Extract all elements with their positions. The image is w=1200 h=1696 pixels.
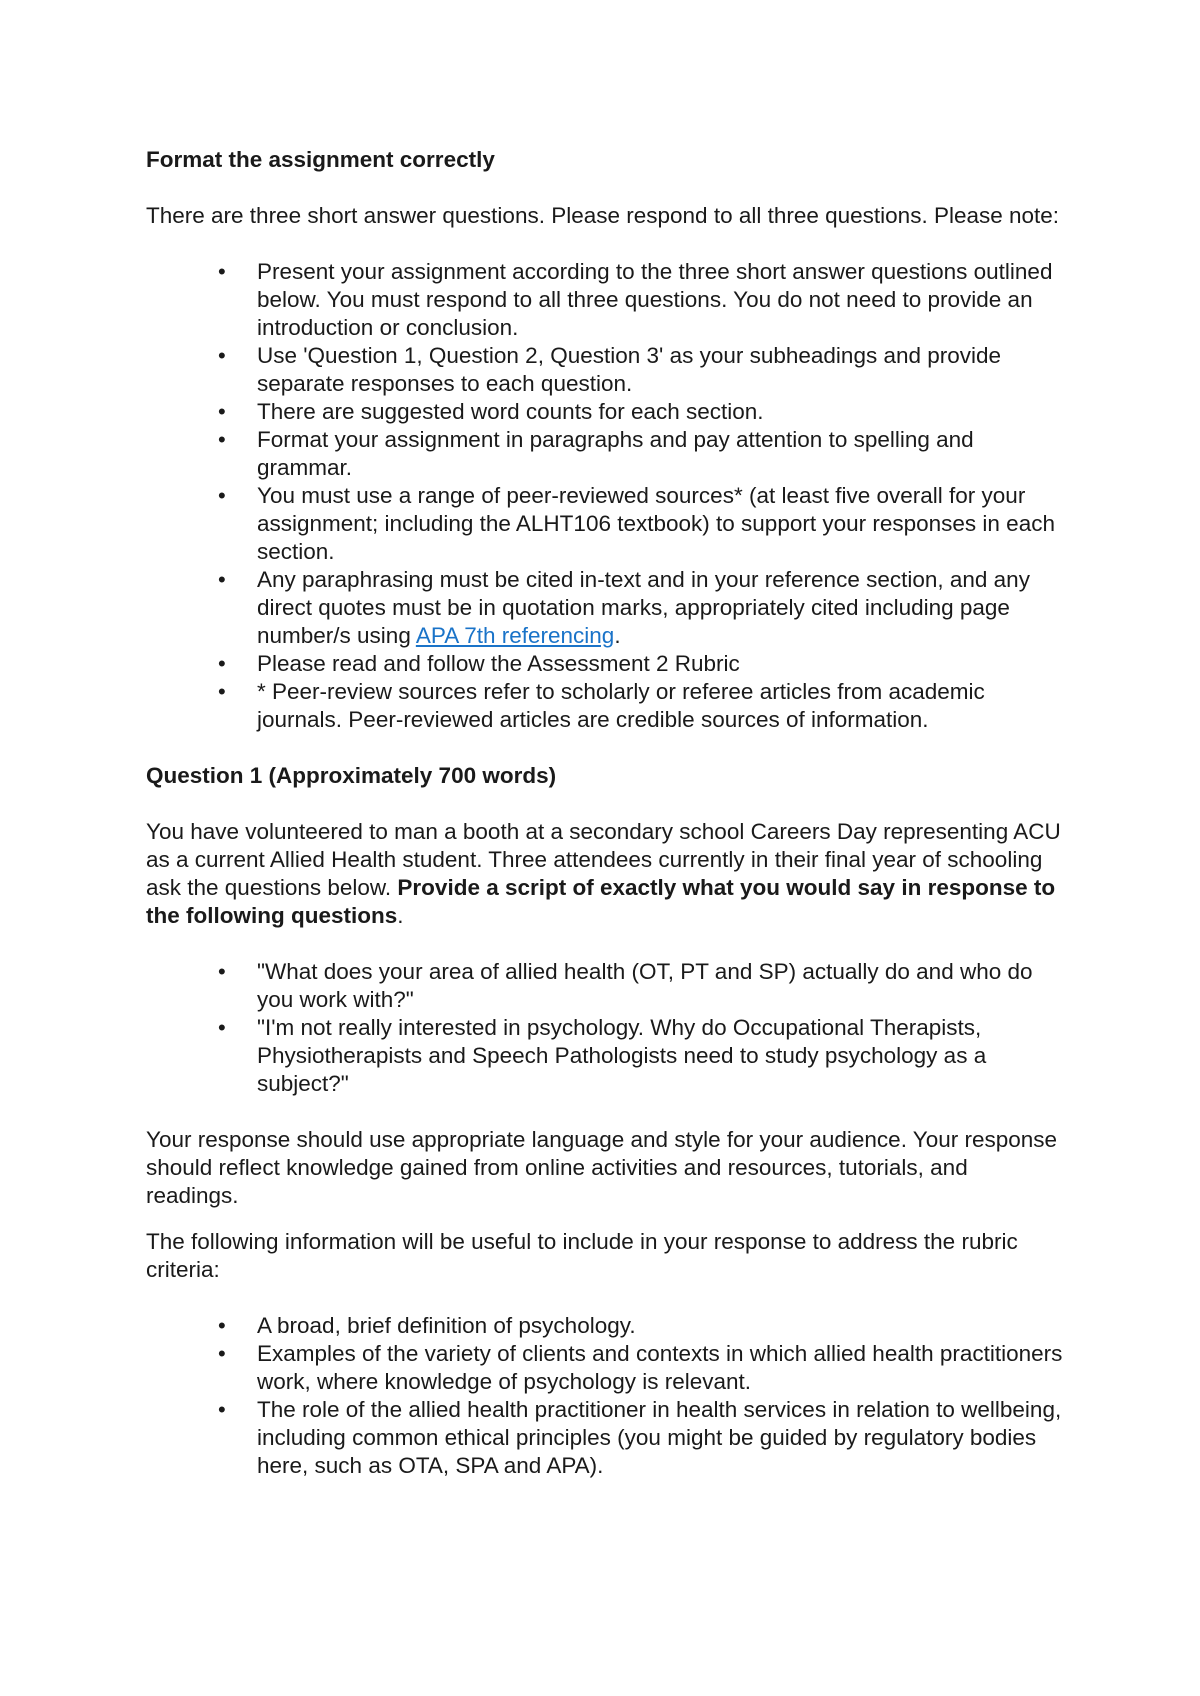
document-page bbox=[146, 146, 1066, 1508]
list-item: • Present your assignment according to the three short answer questions outlined below. You must respond to all three questions. You do not need to provide an introduction or conclusion. bbox=[146, 258, 1066, 342]
scenario-paragraph bbox=[146, 818, 1066, 930]
list-item: • Format your assignment in paragraphs and pay attention to spelling and grammar. bbox=[146, 426, 1066, 482]
list-item: • * Peer-review sources refer to scholarly or referee articles from academic journals. Peer-reviewed articles are credible sources of information. bbox=[146, 678, 1066, 734]
questions-list bbox=[146, 958, 1066, 1098]
scenario-text: You have volunteered to man a booth at a secondary school Careers Day representing ACU as a current Allied Health student. Three attendees currently in their final year of schooling ask the questions below. bbox=[146, 819, 1061, 900]
list-item: • The role of the allied health practitioner in health services in relation to wellbeing, including common ethical principles (you might be guided by regulatory bodies here, such as OTA, SPA and APA). bbox=[146, 1396, 1066, 1480]
instructions-list bbox=[146, 258, 1066, 734]
list-item bbox=[146, 566, 1066, 650]
list-item: • "I'm not really interested in psychology. Why do Occupational Therapists, Physiotherapists and Speech Pathologists need to study psychology as a subject?" bbox=[146, 1014, 1066, 1098]
scenario-end: . bbox=[397, 903, 404, 928]
list-item: • There are suggested word counts for each section. bbox=[146, 398, 1066, 426]
question-1-heading: Question 1 (Approximately 700 words) bbox=[146, 763, 557, 788]
list-item: • A broad, brief definition of psychology. bbox=[146, 1312, 1066, 1340]
apa-referencing-link[interactable]: APA 7th referencing bbox=[415, 623, 615, 648]
info-list bbox=[146, 1312, 1066, 1480]
apa-text-before: Any paraphrasing must be cited in-text and in your reference section, and any direct quotes must be in quotation marks, appropriately cited including page number/s using bbox=[257, 567, 1030, 648]
list-item: • "What does your area of allied health (OT, PT and SP) actually do and who do you work with?" bbox=[146, 958, 1066, 1014]
list-item: • Examples of the variety of clients and contexts in which allied health practitioners work, where knowledge of psychology is relevant. bbox=[146, 1340, 1066, 1396]
list-item: • Use 'Question 1, Question 2, Question 3' as your subheadings and provide separate responses to each question. bbox=[146, 342, 1066, 398]
list-item: • Please read and follow the Assessment 2 Rubric bbox=[146, 650, 1066, 678]
intro-paragraph: There are three short answer questions. Please respond to all three questions. Please note: bbox=[146, 203, 1060, 228]
useful-info-paragraph: The following information will be useful to include in your response to address the rubric criteria: bbox=[146, 1229, 1018, 1282]
list-item: • You must use a range of peer-reviewed sources* (at least five overall for your assignment; including the ALHT106 textbook) to support your responses in each section. bbox=[146, 482, 1066, 566]
section-heading: Format the assignment correctly bbox=[146, 147, 495, 172]
apa-text-after: . bbox=[614, 623, 621, 648]
response-note: Your response should use appropriate language and style for your audience. Your response should reflect knowledge gained from online activities and resources, tutorials, and readings. bbox=[146, 1127, 1058, 1208]
scenario-instruction: Provide a script of exactly what you would say in response to the following questions bbox=[146, 875, 1056, 928]
